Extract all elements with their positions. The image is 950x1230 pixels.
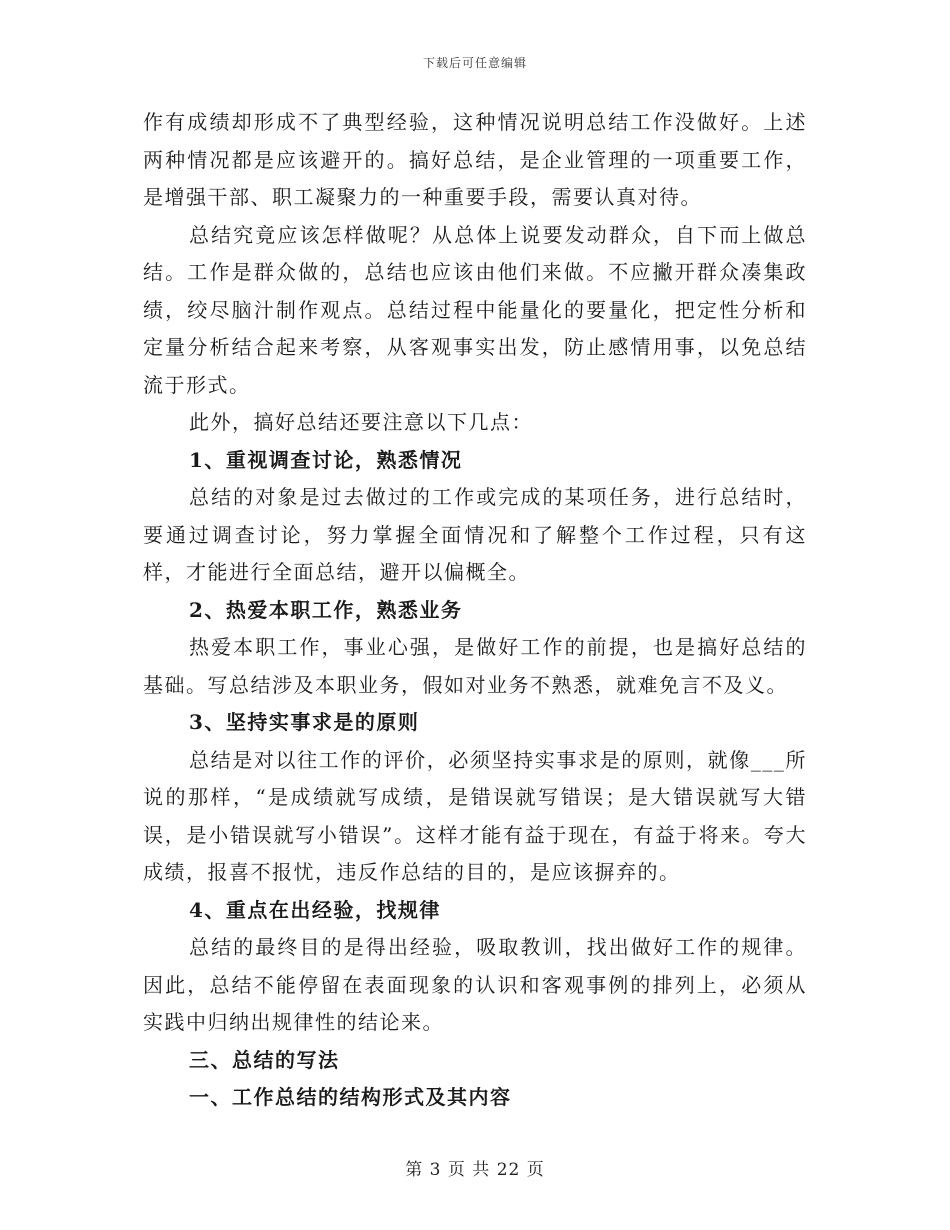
section-heading-4: 4、重点在出经验，找规律 (189, 897, 441, 922)
paragraph-4: 总结的对象是过去做过的工作或完成的某项任务，进行总结时，要通过调查讨论，努力掌握全面情况和了解整个工作过程，只有这样，才能进行全面总结，避开以偏概全。 (143, 485, 807, 584)
page-number-footer: 第 3 页 共 22 页 (405, 1160, 545, 1180)
section-heading-1: 1、重视调查讨论，熟悉情况 (189, 447, 463, 472)
paragraph-5: 热爱本职工作，事业心强，是做好工作的前提，也是搞好总结的基础。写总结涉及本职业务，假如对业务不熟悉，就难免言不及义。 (143, 635, 807, 697)
paragraph-7: 总结的最终目的是得出经验，吸取教训，找出做好工作的规律。因此，总结不能停留在表面现象的认识和客观事例的排列上，必须从实践中归纳出规律性的结论来。 (143, 935, 807, 1034)
paragraph-2: 总结究竟应该怎样做呢？从总体上说要发动群众，自下而上做总结。工作是群众做的，总结也应该由他们来做。不应撇开群众凑集政绩，绞尽脑汁制作观点。总结过程中能量化的要量化，把定性分析和定量分析结合起来考察，从客观事实出发，防止感情用事，以免总结流于形式。 (143, 222, 807, 397)
section-heading-3: 3、坚持实事求是的原则 (189, 710, 420, 734)
paragraph-1: 作有成绩却形成不了典型经验，这种情况说明总结工作没做好。上述两种情况都是应该避开的。搞好总结，是企业管理的一项重要工作，是增强干部、职工凝聚力的一种重要手段，需要认真对待。 (143, 110, 807, 209)
chapter-heading-writing-method: 三、总结的写法 (189, 1047, 340, 1072)
page-header-note: 下载后可任意编辑 (422, 56, 527, 70)
paragraph-6: 总结是对以往工作的评价，必须坚持实事求是的原则，就像___所说的那样，“是成绩就写成绩，是错误就写错误；是大错误就写大错误，是小错误就写小错误”。这样才能有益于现在，有益于将来。夸大成绩，报喜不报忧，违反作总结的目的，是应该摒弃的。 (143, 747, 807, 884)
subchapter-heading-structure: 一、工作总结的结构形式及其内容 (189, 1085, 512, 1109)
section-heading-2: 2、热爱本职工作，熟悉业务 (189, 597, 463, 622)
paragraph-3: 此外，搞好总结还要注意以下几点： (189, 410, 533, 434)
document-body (143, 104, 807, 1117)
